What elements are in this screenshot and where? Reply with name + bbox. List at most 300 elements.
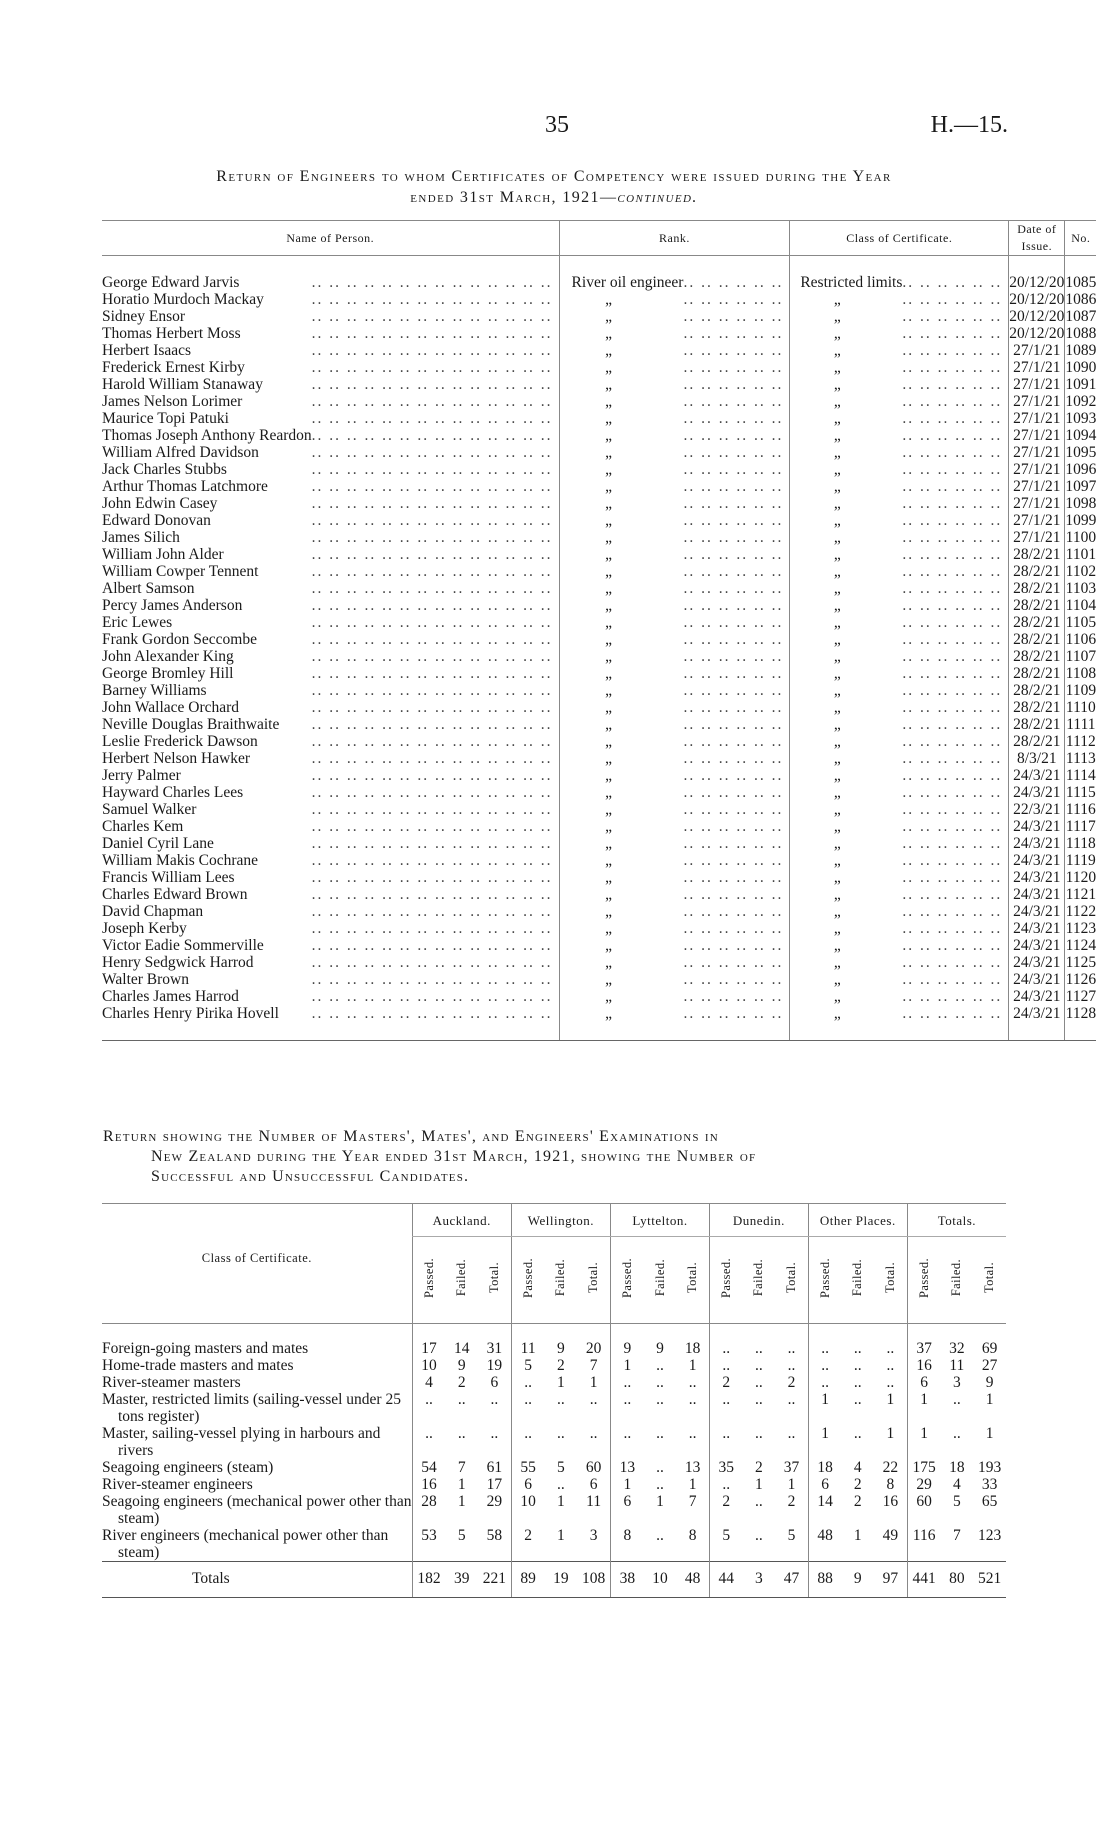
cell-value: 29	[907, 1476, 940, 1493]
table1-header-row	[102, 221, 1096, 256]
table-row	[102, 801, 1096, 818]
cell-value: 19	[486, 1357, 503, 1374]
cell-value: 65	[981, 1493, 998, 1510]
cell-value: ..	[490, 1425, 499, 1442]
cell-class-of-certificate: Totals	[102, 1562, 412, 1598]
cell-value: 2	[787, 1374, 796, 1391]
table1-title-line2: ended 31st March, 1921—continued.	[410, 189, 698, 206]
cell-rank: „ .. .. .. .. .. ..	[559, 682, 790, 699]
cell-class: „ .. .. .. .. .. ..	[790, 478, 1009, 495]
table-row	[102, 359, 1096, 376]
cell-date: 24/3/21	[1009, 835, 1065, 852]
cell-name: George Edward Jarvis .. .. .. .. .. .. .. .. .. .. .. .. .. ..	[102, 274, 553, 291]
cell-class: „ .. .. .. .. .. ..	[790, 716, 1009, 733]
cell-value: 2	[755, 1459, 763, 1476]
cell-value: 18	[949, 1459, 965, 1476]
cell-value: ..	[886, 1340, 895, 1357]
cell-class: „ .. .. .. .. .. ..	[790, 325, 1009, 342]
sub-header-total: Total.	[577, 1237, 610, 1324]
cell-value: 11	[949, 1357, 965, 1374]
sub-header-total: Total.	[973, 1237, 1006, 1324]
cell-number: 1124	[1065, 937, 1097, 954]
cell-class: „ .. .. .. .. .. ..	[790, 563, 1009, 580]
cell-rank: „ .. .. .. .. .. ..	[559, 699, 790, 716]
table-row	[102, 937, 1096, 954]
cell-value: 37	[907, 1324, 940, 1358]
cell-class: „ .. .. .. .. .. ..	[790, 784, 1009, 801]
cell-class: „ .. .. .. .. .. ..	[790, 291, 1009, 308]
cell-date: 24/3/21	[1009, 903, 1065, 920]
cell-rank: „ .. .. .. .. .. ..	[559, 750, 790, 767]
cell-name: William Alfred Davidson .. .. .. .. .. .. .. .. .. .. .. .. .. ..	[102, 444, 553, 461]
cell-class: „ .. .. .. .. .. ..	[790, 733, 1009, 750]
cell-name: Charles Edward Brown .. .. .. .. .. .. .. .. .. .. .. .. .. ..	[102, 886, 553, 903]
cell-class: „ .. .. .. .. .. ..	[790, 376, 1009, 393]
cell-date: 28/2/21	[1009, 733, 1065, 750]
cell-value: 6	[907, 1374, 940, 1391]
cell-value: 28	[412, 1493, 445, 1527]
table-row	[102, 733, 1096, 750]
cell-class-of-certificate: River-steamer masters	[102, 1374, 241, 1391]
region-header-wellington: Wellington.	[511, 1204, 610, 1237]
cell-name: Neville Douglas Braithwaite .. .. .. .. .. .. .. .. .. .. .. .. .. ..	[102, 716, 553, 733]
cell-value: ..	[656, 1476, 664, 1493]
cell-value: ..	[787, 1391, 796, 1408]
cell-value: 1	[589, 1374, 598, 1391]
cell-number: 1097	[1065, 478, 1097, 495]
cell-name: James Silich .. .. .. .. .. .. .. .. .. .. .. .. .. ..	[102, 529, 553, 546]
cell-rank: „ .. .. .. .. .. ..	[559, 631, 790, 648]
cell-rank: „ .. .. .. .. .. ..	[559, 359, 790, 376]
cell-number: 1088	[1065, 325, 1097, 342]
cell-number: 1105	[1065, 614, 1097, 631]
cell-number: 1112	[1065, 733, 1096, 750]
cell-class: „ .. .. .. .. .. ..	[790, 614, 1009, 631]
cell-date: 27/1/21	[1009, 359, 1065, 376]
cell-value: 5	[457, 1527, 466, 1544]
cell-rank: „ .. .. .. .. .. ..	[559, 835, 790, 852]
table-row	[102, 767, 1096, 784]
cell-rank: „ .. .. .. .. .. ..	[559, 580, 790, 597]
cell-rank: „ .. .. .. .. .. ..	[559, 461, 790, 478]
cell-value: 1	[656, 1493, 664, 1510]
cell-value: 16	[907, 1357, 940, 1374]
cell-number: 1121	[1065, 886, 1097, 903]
totals-row	[102, 1562, 1006, 1598]
sub-header-failed: Failed.	[743, 1237, 776, 1324]
cell-value: 6	[808, 1476, 841, 1493]
cell-class-of-certificate: Seagoing engineers (mechanical power other than steam)	[102, 1493, 412, 1527]
cell-number: 1118	[1065, 835, 1096, 852]
cell-date: 27/1/21	[1009, 342, 1065, 359]
cell-date: 27/1/21	[1009, 461, 1065, 478]
cell-value: 27	[981, 1357, 998, 1374]
cell-number: 1117	[1065, 818, 1096, 835]
table-row	[102, 1527, 1006, 1562]
cell-value: 17	[412, 1324, 445, 1358]
cell-value: 8	[688, 1527, 697, 1544]
table-row	[102, 665, 1096, 682]
cell-name: Eric Lewes .. .. .. .. .. .. .. .. .. .. .. .. .. ..	[102, 614, 553, 631]
cell-name: George Bromley Hill .. .. .. .. .. .. .. .. .. .. .. .. .. ..	[102, 665, 553, 682]
cell-value: ..	[808, 1324, 841, 1358]
table-row	[102, 988, 1096, 1005]
cell-value: ..	[556, 1391, 565, 1408]
sub-header-passed: Passed.	[808, 1237, 841, 1324]
cell-value: 9	[611, 1324, 644, 1358]
cell-value: 53	[412, 1527, 445, 1562]
cell-value: ..	[808, 1357, 841, 1374]
cell-value: 1	[907, 1425, 940, 1459]
cell-value: 2	[787, 1493, 796, 1510]
cell-value: 2	[853, 1493, 862, 1510]
cell-number: 1128	[1065, 1005, 1097, 1041]
cell-date: 24/3/21	[1009, 886, 1065, 903]
table1-title	[103, 166, 1005, 208]
cell-date: 28/2/21	[1009, 563, 1065, 580]
sub-header-passed: Passed.	[611, 1237, 644, 1324]
cell-name: Edward Donovan .. .. .. .. .. .. .. .. .. .. .. .. .. ..	[102, 512, 553, 529]
region-header-row	[102, 1204, 1006, 1237]
cell-class: „ .. .. .. .. .. ..	[790, 801, 1009, 818]
cell-name: Percy James Anderson .. .. .. .. .. .. .. .. .. .. .. .. .. ..	[102, 597, 553, 614]
region-header-other-places: Other Places.	[808, 1204, 907, 1237]
cell-value: 1	[611, 1476, 644, 1493]
cell-number: 1119	[1065, 852, 1096, 869]
cell-date: 20/12/20	[1009, 291, 1065, 308]
cell-name: James Nelson Lorimer .. .. .. .. .. .. .. .. .. .. .. .. .. ..	[102, 393, 553, 410]
cell-value: 4	[952, 1476, 961, 1493]
cell-value: ..	[755, 1340, 763, 1357]
cell-value: ..	[490, 1391, 499, 1408]
cell-value: 6	[490, 1374, 499, 1391]
cell-number: 1093	[1065, 410, 1097, 427]
cell-date: 28/2/21	[1009, 546, 1065, 563]
sub-header-total: Total.	[478, 1237, 511, 1324]
cell-value: 39	[445, 1562, 478, 1598]
cell-date: 22/3/21	[1009, 801, 1065, 818]
table2-title-line2: New Zealand during the Year ended 31st March, 1921, showing the Number of	[151, 1148, 757, 1165]
table-row	[102, 869, 1096, 886]
cell-value: 1	[787, 1476, 796, 1493]
cell-class: „ .. .. .. .. .. ..	[790, 1005, 1009, 1041]
cell-date: 27/1/21	[1009, 393, 1065, 410]
cell-value: 48	[808, 1527, 841, 1562]
cell-value: 441	[907, 1562, 940, 1598]
cell-rank: „ .. .. .. .. .. ..	[559, 529, 790, 546]
table-row	[102, 716, 1096, 733]
cell-class-of-certificate: River engineers (mechanical power other than steam)	[102, 1527, 389, 1561]
table-row	[102, 1005, 1096, 1041]
table-row	[102, 291, 1096, 308]
table-row	[102, 410, 1096, 427]
cell-class: „ .. .. .. .. .. ..	[790, 393, 1009, 410]
cell-date: 27/1/21	[1009, 495, 1065, 512]
sub-header-total: Total.	[676, 1237, 709, 1324]
cell-value: 7	[457, 1459, 466, 1476]
cell-date: 27/1/21	[1009, 529, 1065, 546]
cell-date: 24/3/21	[1009, 954, 1065, 971]
cell-date: 28/2/21	[1009, 699, 1065, 716]
cell-date: 28/2/21	[1009, 631, 1065, 648]
cell-value: ..	[787, 1340, 796, 1357]
cell-rank: „ .. .. .. .. .. ..	[559, 427, 790, 444]
table-row	[102, 308, 1096, 325]
cell-number: 1120	[1065, 869, 1097, 886]
table-row	[102, 1493, 1006, 1527]
cell-value: ..	[656, 1374, 664, 1391]
cell-date: 24/3/21	[1009, 937, 1065, 954]
table-row	[102, 393, 1096, 410]
cell-number: 1087	[1065, 308, 1097, 325]
cell-value: ..	[656, 1425, 664, 1442]
cell-value: 1	[688, 1476, 697, 1493]
cell-name: William John Alder .. .. .. .. .. .. .. .. .. .. .. .. .. ..	[102, 546, 553, 563]
cell-value: 193	[977, 1459, 1002, 1476]
cell-number: 1096	[1065, 461, 1097, 478]
cell-value: 2	[709, 1374, 742, 1391]
cell-value: 2	[709, 1493, 742, 1527]
cell-name: Victor Eadie Sommerville .. .. .. .. .. .. .. .. .. .. .. .. .. ..	[102, 937, 553, 954]
cell-value: 3	[589, 1527, 598, 1544]
table-row	[102, 852, 1096, 869]
cell-value: 1	[457, 1493, 466, 1510]
cell-class: „ .. .. .. .. .. ..	[790, 682, 1009, 699]
region-header-lyttelton: Lyttelton.	[611, 1204, 710, 1237]
region-header-totals: Totals.	[907, 1204, 1006, 1237]
cell-value: 49	[882, 1527, 899, 1544]
cell-number: 1094	[1065, 427, 1097, 444]
cell-class: „ .. .. .. .. .. ..	[790, 920, 1009, 937]
cell-class-of-certificate: Foreign-going masters and mates	[102, 1340, 309, 1357]
cell-name: Daniel Cyril Lane .. .. .. .. .. .. .. .. .. .. .. .. .. ..	[102, 835, 553, 852]
cell-value: 1	[556, 1374, 565, 1391]
cell-rank: „ .. .. .. .. .. ..	[559, 546, 790, 563]
table-row	[102, 1391, 1006, 1425]
table-row	[102, 835, 1096, 852]
table2-title-line1: Return showing the Number of Masters', Mates', and Engineers' Examinations in	[103, 1128, 719, 1145]
cell-value: ..	[808, 1374, 841, 1391]
cell-date: 28/2/21	[1009, 614, 1065, 631]
cell-date: 27/1/21	[1009, 376, 1065, 393]
cell-class: „ .. .. .. .. .. ..	[790, 750, 1009, 767]
cell-class: „ .. .. .. .. .. ..	[790, 410, 1009, 427]
cell-number: 1122	[1065, 903, 1097, 920]
cell-value: 108	[577, 1562, 610, 1598]
cell-value: 1	[808, 1391, 841, 1425]
cell-class: Restricted limits .. .. .. .. .. ..	[790, 256, 1009, 292]
cell-rank: „ .. .. .. .. .. ..	[559, 478, 790, 495]
cell-value: 9	[656, 1340, 664, 1357]
cell-name: Walter Brown .. .. .. .. .. .. .. .. .. .. .. .. .. ..	[102, 971, 553, 988]
cell-class: „ .. .. .. .. .. ..	[790, 648, 1009, 665]
table-row	[102, 750, 1096, 767]
cell-value: 88	[808, 1562, 841, 1598]
table-row	[102, 954, 1096, 971]
cell-class: „ .. .. .. .. .. ..	[790, 308, 1009, 325]
cell-name: Leslie Frederick Dawson .. .. .. .. .. .. .. .. .. .. .. .. .. ..	[102, 733, 553, 750]
cell-value: 1	[985, 1391, 994, 1408]
cell-class-of-certificate: Master, sailing-vessel plying in harbours and rivers	[102, 1425, 381, 1459]
cell-value: 61	[486, 1459, 503, 1476]
cell-name: Francis William Lees .. .. .. .. .. .. .. .. .. .. .. .. .. ..	[102, 869, 553, 886]
cell-value: 6	[589, 1476, 598, 1493]
cell-class: „ .. .. .. .. .. ..	[790, 903, 1009, 920]
cell-class: „ .. .. .. .. .. ..	[790, 767, 1009, 784]
cell-value: 60	[907, 1493, 940, 1527]
cell-name: Arthur Thomas Latchmore .. .. .. .. .. .. .. .. .. .. .. .. .. ..	[102, 478, 553, 495]
cell-name: Horatio Murdoch Mackay .. .. .. .. .. .. .. .. .. .. .. .. .. ..	[102, 291, 553, 308]
cell-value: 22	[882, 1459, 899, 1476]
cell-rank: „ .. .. .. .. .. ..	[559, 903, 790, 920]
cell-class-of-certificate: River-steamer engineers	[102, 1476, 253, 1493]
cell-date: 8/3/21	[1009, 750, 1065, 767]
table-row	[102, 1374, 1006, 1391]
cell-number: 1085	[1065, 256, 1097, 292]
cell-value: 182	[412, 1562, 445, 1598]
cell-value: 10	[412, 1357, 445, 1374]
cell-value: 1	[907, 1391, 940, 1425]
cell-number: 1098	[1065, 495, 1097, 512]
cell-value: 18	[808, 1459, 841, 1476]
cell-value: ..	[611, 1391, 644, 1425]
col-header-class-of-certificate: Class of Certificate.	[102, 1204, 412, 1324]
cell-name: Thomas Joseph Anthony Reardon .. .. .. .. .. .. .. .. .. .. .. .. .. ..	[102, 427, 553, 444]
cell-value: ..	[457, 1391, 466, 1408]
cell-value: 33	[981, 1476, 998, 1493]
cell-name: Barney Williams .. .. .. .. .. .. .. .. .. .. .. .. .. ..	[102, 682, 553, 699]
cell-rank: „ .. .. .. .. .. ..	[559, 444, 790, 461]
region-header-auckland: Auckland.	[412, 1204, 511, 1237]
cell-value: 37	[783, 1459, 800, 1476]
cell-name: Charles Kem .. .. .. .. .. .. .. .. .. .. .. .. .. ..	[102, 818, 553, 835]
cell-rank: „ .. .. .. .. .. ..	[559, 988, 790, 1005]
cell-number: 1114	[1065, 767, 1096, 784]
sub-header-total: Total.	[775, 1237, 808, 1324]
cell-value: ..	[952, 1391, 961, 1408]
table-row	[102, 818, 1096, 835]
table-row	[102, 1357, 1006, 1374]
cell-value: 47	[775, 1562, 808, 1598]
cell-value: ..	[755, 1357, 763, 1374]
cell-value: 32	[949, 1340, 965, 1357]
table-row	[102, 1425, 1006, 1459]
table1-body	[102, 256, 1096, 1041]
cell-value: ..	[611, 1425, 644, 1459]
cell-class: „ .. .. .. .. .. ..	[790, 512, 1009, 529]
cell-value: 80	[941, 1562, 974, 1598]
cell-value: 14	[808, 1493, 841, 1527]
cell-class: „ .. .. .. .. .. ..	[790, 342, 1009, 359]
cell-name: Herbert Isaacs .. .. .. .. .. .. .. .. .. .. .. .. .. ..	[102, 342, 553, 359]
cell-rank: „ .. .. .. .. .. ..	[559, 784, 790, 801]
table2-body	[102, 1324, 1006, 1598]
cell-class: „ .. .. .. .. .. ..	[790, 461, 1009, 478]
cell-value: 17	[486, 1476, 503, 1493]
table-row	[102, 614, 1096, 631]
cell-rank: „ .. .. .. .. .. ..	[559, 648, 790, 665]
table-row	[102, 631, 1096, 648]
cell-name: Joseph Kerby .. .. .. .. .. .. .. .. .. .. .. .. .. ..	[102, 920, 553, 937]
cell-number: 1107	[1065, 648, 1097, 665]
cell-value: 31	[486, 1340, 503, 1357]
cell-value: ..	[853, 1357, 862, 1374]
cell-value: ..	[787, 1357, 796, 1374]
cell-name: William Cowper Tennent .. .. .. .. .. .. .. .. .. .. .. .. .. ..	[102, 563, 553, 580]
cell-number: 1091	[1065, 376, 1097, 393]
cell-name: Maurice Topi Patuki .. .. .. .. .. .. .. .. .. .. .. .. .. ..	[102, 410, 553, 427]
table-row	[102, 580, 1096, 597]
cell-value: ..	[709, 1324, 742, 1358]
cell-number: 1125	[1065, 954, 1097, 971]
cell-date: 28/2/21	[1009, 597, 1065, 614]
cell-date: 28/2/21	[1009, 580, 1065, 597]
cell-rank: „ .. .. .. .. .. ..	[559, 1005, 790, 1041]
cell-name: Frederick Ernest Kirby .. .. .. .. .. .. .. .. .. .. .. .. .. ..	[102, 359, 553, 376]
cell-date: 24/3/21	[1009, 852, 1065, 869]
cell-value: 8	[886, 1476, 895, 1493]
cell-value: 175	[907, 1459, 940, 1476]
cell-class: „ .. .. .. .. .. ..	[790, 495, 1009, 512]
document-reference: H.—15.	[930, 112, 1008, 138]
cell-rank: „ .. .. .. .. .. ..	[559, 971, 790, 988]
cell-number: 1108	[1065, 665, 1097, 682]
table-row	[102, 1324, 1006, 1358]
cell-value: ..	[556, 1425, 565, 1442]
cell-number: 1095	[1065, 444, 1097, 461]
cell-value: ..	[556, 1476, 565, 1493]
cell-value: 89	[511, 1562, 544, 1598]
cell-date: 24/3/21	[1009, 784, 1065, 801]
cell-name: Jack Charles Stubbs .. .. .. .. .. .. .. .. .. .. .. .. .. ..	[102, 461, 553, 478]
cell-number: 1110	[1065, 699, 1096, 716]
table-row	[102, 325, 1096, 342]
cell-value: 13	[684, 1459, 701, 1476]
cell-date: 28/2/21	[1009, 648, 1065, 665]
cell-number: 1101	[1065, 546, 1097, 563]
cell-value: ..	[886, 1374, 895, 1391]
cell-value: ..	[688, 1425, 697, 1442]
cell-value: 11	[511, 1324, 544, 1358]
cell-value: 38	[611, 1562, 644, 1598]
cell-name: John Alexander King .. .. .. .. .. .. .. .. .. .. .. .. .. ..	[102, 648, 553, 665]
cell-class: „ .. .. .. .. .. ..	[790, 971, 1009, 988]
col-header-rank: Rank.	[559, 221, 790, 256]
cell-value: 5	[709, 1527, 742, 1562]
cell-rank: „ .. .. .. .. .. ..	[559, 512, 790, 529]
cell-value: 1	[886, 1391, 895, 1408]
table2-title	[103, 1127, 1006, 1187]
cell-value: 44	[709, 1562, 742, 1598]
cell-date: 24/3/21	[1009, 920, 1065, 937]
table-row	[102, 886, 1096, 903]
cell-name: Henry Sedgwick Harrod .. .. .. .. .. .. .. .. .. .. .. .. .. ..	[102, 954, 553, 971]
cell-rank: „ .. .. .. .. .. ..	[559, 954, 790, 971]
cell-value: ..	[457, 1425, 466, 1442]
cell-class: „ .. .. .. .. .. ..	[790, 546, 1009, 563]
cell-value: ..	[787, 1425, 796, 1442]
cell-class: „ .. .. .. .. .. ..	[790, 954, 1009, 971]
cell-number: 1099	[1065, 512, 1097, 529]
cell-value: 2	[457, 1374, 466, 1391]
cell-value: 5	[511, 1357, 544, 1374]
cell-rank: „ .. .. .. .. .. ..	[559, 563, 790, 580]
cell-class: „ .. .. .. .. .. ..	[790, 852, 1009, 869]
cell-value: 9	[985, 1374, 994, 1391]
cell-name: Charles Henry Pirika Hovell .. .. .. .. .. .. .. .. .. .. .. .. .. ..	[102, 1005, 559, 1041]
cell-value: 1	[755, 1476, 763, 1493]
sub-header-failed: Failed.	[941, 1237, 974, 1324]
